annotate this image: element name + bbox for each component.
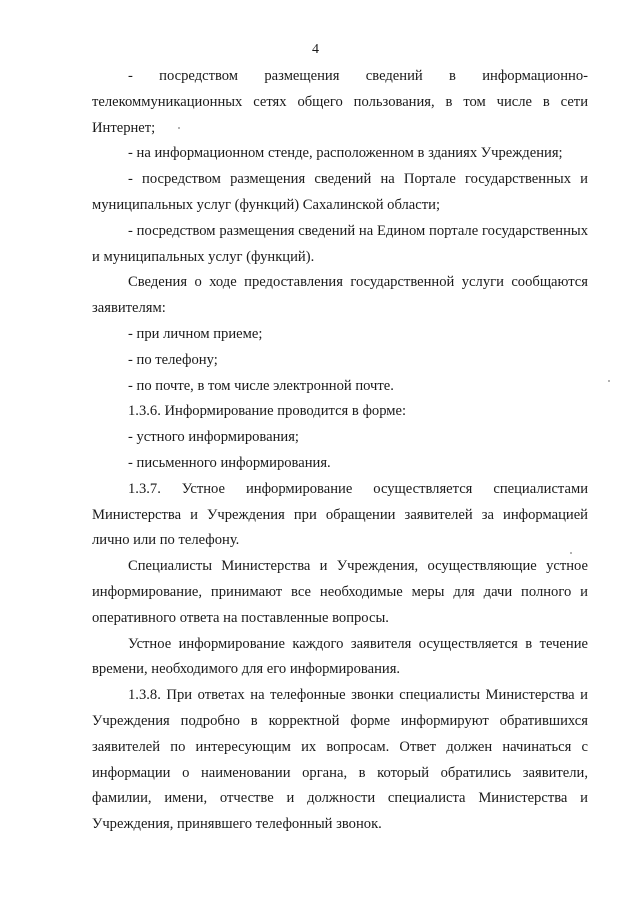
scan-speck: [178, 127, 180, 129]
paragraph-unified-portal: - посредством размещения сведений на Едином портале государственных и муниципальных услуг (функций).: [92, 222, 588, 265]
section-1-3-8: 1.3.8. При ответах на телефонные звонки специалисты Министерства и Учреждения подробно в корректной форме информируют обратившихся заявителей по интересующим их вопросам. Ответ должен начинаться с информации о наименовании органа, в который обратились заявители, фамилии, имени, отчестве и должности специалиста Министерства и Учреждения, принявшего телефонный звонок.: [92, 687, 588, 833]
scan-speck: [608, 380, 610, 382]
paragraph-oral-duration: Устное информирование каждого заявителя осуществляется в течение времени, необходимого для его информирования.: [92, 635, 588, 678]
list-item-phone: - по телефону;: [128, 351, 218, 368]
paragraph-progress-info: Сведения о ходе предоставления государственной услуги сообщаются заявителям:: [92, 274, 588, 317]
paragraph-internet-info: - посредством размещения сведений в информационно-телекоммуникационных сетях общего пользования, в том числе в сети Интернет;: [92, 68, 588, 136]
paragraph-regional-portal: - посредством размещения сведений на Портале государственных и муниципальных услуг (функций) Сахалинской области;: [92, 171, 588, 213]
list-item-oral: - устного информирования;: [128, 429, 299, 446]
document-body: [92, 64, 588, 838]
scan-speck: [570, 552, 572, 554]
page-number: 4: [312, 42, 319, 57]
list-item-written: - письменного информирования.: [128, 454, 331, 471]
section-1-3-6: 1.3.6. Информирование проводится в форме:: [128, 403, 407, 420]
paragraph-specialists: Специалисты Министерства и Учреждения, осуществляющие устное информирование, принимают все необходимые меры для дачи полного и оперативного ответа на поставленные вопросы.: [92, 558, 588, 626]
list-item-personal: - при личном приеме;: [128, 325, 263, 342]
section-1-3-7: 1.3.7. Устное информирование осуществляется специалистами Министерства и Учреждения при обращении заявителей за информацией лично или по телефону.: [92, 480, 588, 549]
paragraph-info-stand: - на информационном стенде, расположенном в зданиях Учреждения;: [128, 145, 563, 162]
list-item-mail: - по почте, в том числе электронной почте.: [128, 377, 394, 394]
